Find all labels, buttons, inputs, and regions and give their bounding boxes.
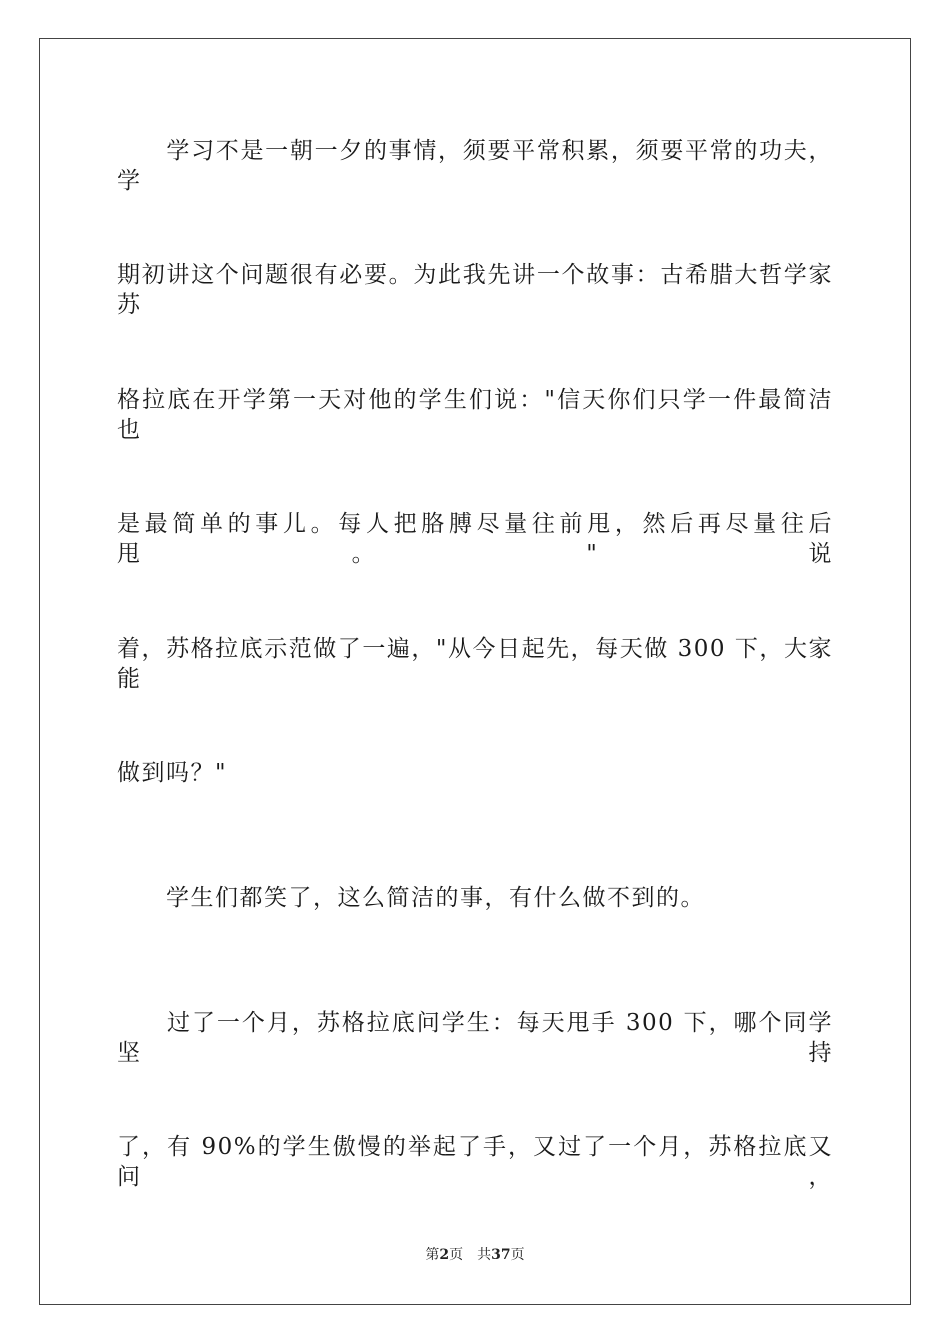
body-line-1: 学习不是一朝一夕的事情，须要平常积累，须要平常的功夫，学: [117, 138, 833, 194]
body-line-4: 是最简单的事儿。每人把胳膊尽量往前甩，然后再尽量往后甩。"说: [117, 511, 833, 567]
total-pages: 37: [491, 1247, 511, 1263]
page-prefix: 第: [425, 1247, 440, 1263]
page-suffix: 页: [449, 1247, 464, 1263]
page-footer: [0, 1246, 950, 1264]
body-line-7: 学生们都笑了，这么简洁的事，有什么做不到的。: [117, 885, 705, 911]
body-line-5: 着，苏格拉底示范做了一遍，"从今日起先，每天做 300 下，大家能: [117, 636, 833, 692]
body-line-6: 做到吗？": [117, 760, 228, 786]
body-line-2: 期初讲这个问题很有必要。为此我先讲一个故事：古希腊大哲学家苏: [117, 262, 833, 318]
total-suffix: 页: [510, 1247, 525, 1263]
body-line-3: 格拉底在开学第一天对他的学生们说："信天你们只学一件最简洁也: [117, 387, 833, 443]
page-number: 2: [439, 1247, 450, 1263]
body-line-9: 了，有 90%的学生傲慢的举起了手，又过了一个月，苏格拉底又问，: [117, 1134, 833, 1190]
total-prefix: 共: [477, 1247, 492, 1263]
body-line-8: 过了一个月，苏格拉底问学生：每天甩手 300 下，哪个同学坚持: [117, 1010, 833, 1066]
